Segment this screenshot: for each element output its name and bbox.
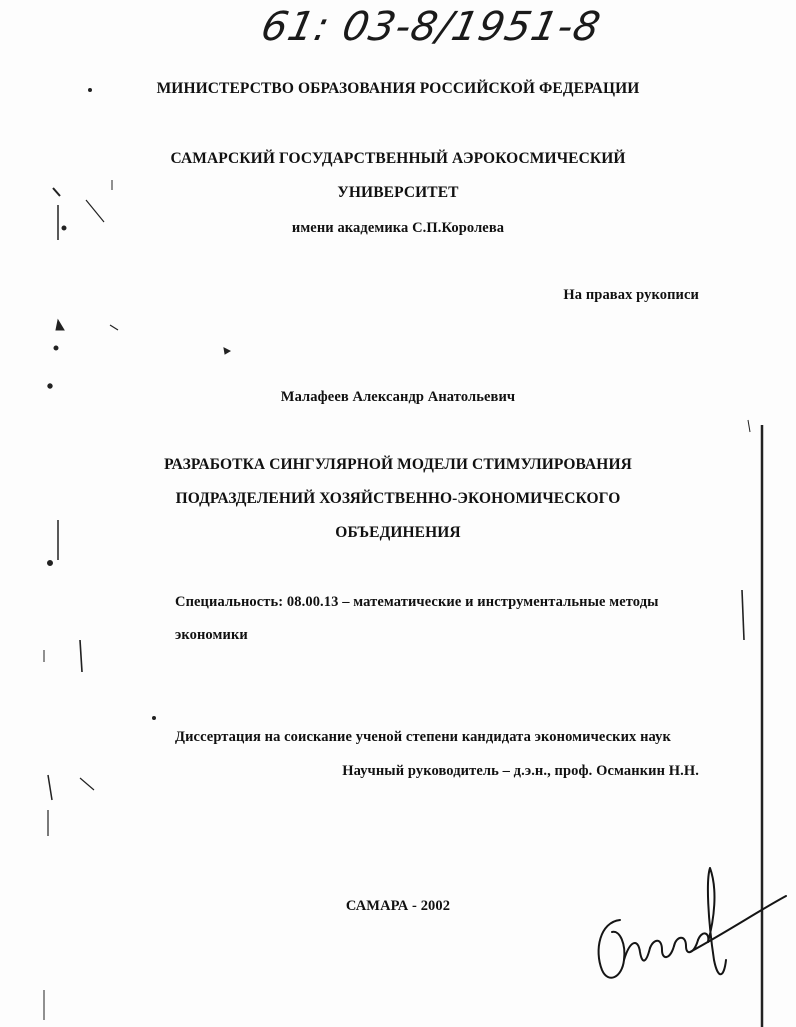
specialty-line2: экономики [175, 627, 248, 643]
thesis-title-line3: ОБЪЕДИНЕНИЯ [335, 524, 461, 541]
thesis-title-line1: РАЗРАБОТКА СИНГУЛЯРНОЙ МОДЕЛИ СТИМУЛИРОВАНИЯ [164, 456, 632, 473]
university-name-line2: УНИВЕРСИТЕТ [337, 184, 459, 201]
archive-code: 61: 03-8/1951-8 [257, 4, 605, 50]
supervisor: Научный руководитель – д.э.н., проф. Османкин Н.Н. [342, 763, 699, 779]
ministry-heading: МИНИСТЕРСТВО ОБРАЗОВАНИЯ РОССИЙСКОЙ ФЕДЕРАЦИИ [156, 80, 640, 97]
city-year: САМАРА - 2002 [345, 898, 451, 914]
author-signature [590, 860, 790, 990]
specialty-line1: Специальность: 08.00.13 – математические и инструментальные методы [175, 594, 659, 610]
university-name-line1: САМАРСКИЙ ГОСУДАРСТВЕННЫЙ АЭРОКОСМИЧЕСКИЙ [170, 150, 626, 167]
dissertation-note: Диссертация на соискание ученой степени кандидата экономических наук [175, 729, 671, 745]
thesis-title-line2: ПОДРАЗДЕЛЕНИЙ ХОЗЯЙСТВЕННО-ЭКОНОМИЧЕСКОГО [175, 490, 621, 507]
university-named-after: имени академика С.П.Королева [291, 220, 505, 236]
manuscript-rights: На правах рукописи [563, 287, 699, 303]
author-name: Малафеев Александр Анатольевич [280, 389, 516, 405]
